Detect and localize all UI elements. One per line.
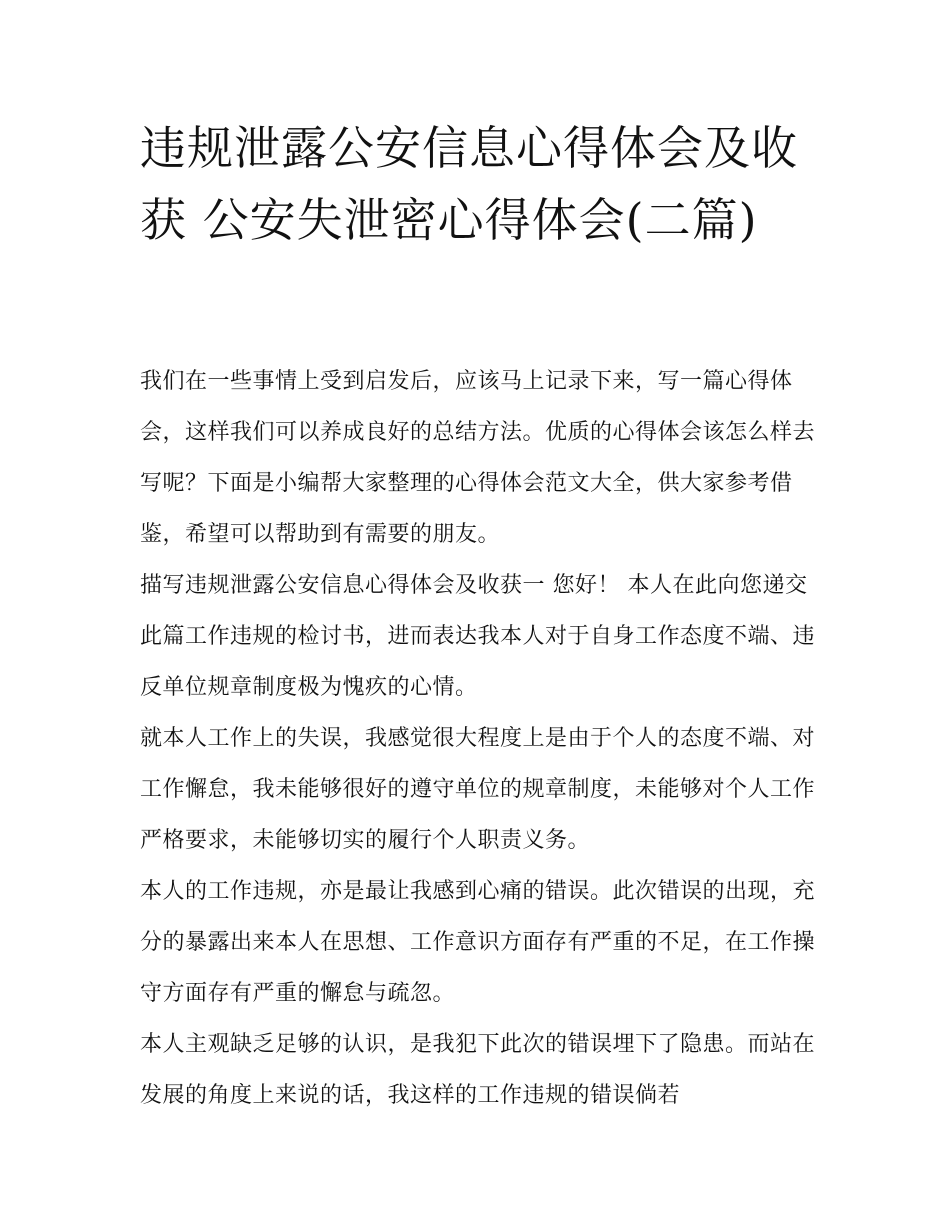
document-title: 违规泄露公安信息心得体会及收获 公安失泄密心得体会(二篇)	[140, 121, 798, 247]
paragraph-mistake: 就本人工作上的失误，我感觉很大程度上是由于个人的态度不端、对工作懈怠，我未能够很好的遵守单位的规章制度，未能够对个人工作严格要求，未能够切实的履行个人职责义务。	[140, 726, 816, 853]
paragraph-greeting: 描写违规泄露公安信息心得体会及收获一 您好！ 本人在此向您递交此篇工作违规的检讨书，进而表达我本人对于自身工作态度不端、违反单位规章制度极为愧疚的心情。	[140, 573, 816, 700]
paragraph-intro: 我们在一些事情上受到启发后，应该马上记录下来，写一篇心得体会，这样我们可以养成良好的总结方法。优质的心得体会该怎么样去写呢？下面是小编帮大家整理的心得体会范文大全，供大家参考借鉴，希望可以帮助到有需要的朋友。	[140, 369, 816, 547]
document-body	[140, 356, 820, 1121]
paragraph-awareness: 本人主观缺乏足够的认识，是我犯下此次的错误埋下了隐患。而站在发展的角度上来说的话，我这样的工作违规的错误倘若	[140, 1032, 816, 1108]
paragraph-reflection: 本人的工作违规，亦是最让我感到心痛的错误。此次错误的出现，充分的暴露出来本人在思想、工作意识方面存有严重的不足，在工作操守方面存有严重的懈怠与疏忽。	[140, 879, 816, 1006]
